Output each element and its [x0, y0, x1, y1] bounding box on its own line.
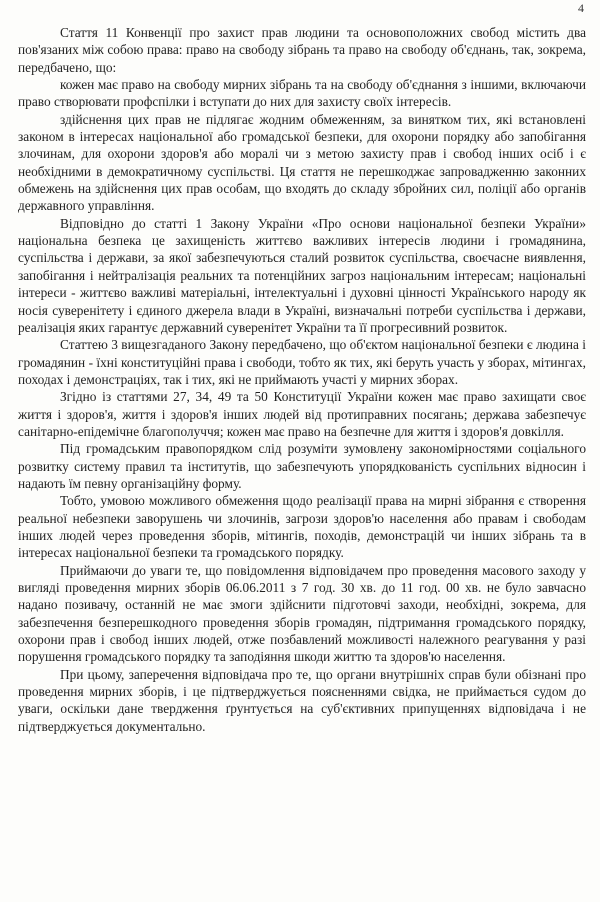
paragraph-restrictions: здійснення цих прав не підлягає жодним обмеженням, за винятком тих, які встановлені законом в інтересах національної або громадської безпеки, для охорони порядку або запобігання злочинам, для охорони здоров'я або моралі чи з метою захисту прав і свобод інших осіб і є необхідними в демократичному суспільстві. Ця стаття не перешкоджає запровадженню законних обмежень на здійснення цих прав особам, що входять до складу збройних сил, поліції або органів державного управління.	[18, 111, 586, 214]
paragraph-objection: При цьому, заперечення відповідача про те, що органи внутрішніх справ були обізнані про проведення мирних зборів, і це підтверджується поясненнями свідка, не приймається судом до уваги, оскільки дане твердження ґрунтується на суб'єктивних припущеннях відповідача і не підтверджується документально.	[18, 666, 586, 734]
paragraph-national-security-definition: Відповідно до статті 1 Закону України «Про основи національної безпеки України» національна безпека це захищеність життєво важливих інтересів людини і громадянина, суспільства і держави, за якої забезпечуються сталий розвиток суспільства, своєчасне виявлення, запобігання і нейтралізація реальних та потенційних загроз національним інтересам; національні інтереси - життєво важливі матеріальні, інтелектуальні і духовні цінності Українського народу як носія суверенітету і єдиного джерела влади в Україні, визначальні потреби суспільства і держави, реалізація яких гарантує державний суверенітет України та її прогресивний розвиток.	[18, 215, 586, 335]
paragraph-article-11: Стаття 11 Конвенції про захист прав людини та основоположних свобод містить два пов'язаних між собою права: право на свободу зібрань та право на свободу об'єднань, так, зокрема, передбачено, що:	[18, 25, 586, 75]
paragraph-constitution-articles: Згідно із статтями 27, 34, 49 та 50 Конституції України кожен має право захищати своє життя і здоров'я, життя і здоров'я інших людей від протиправних посягань; держава забезпечує санітарно-епідемічне благополуччя; кожен має право на безпечне для життя і здоров'я довкілля.	[18, 389, 586, 439]
document-body	[18, 24, 586, 735]
paragraph-restriction-condition: Тобто, умовою можливого обмеження щодо реалізації права на мирні зібрання є створення реальної небезпеки заворушень чи злочинів, загрози здоров'ю населення або правам і свободам інших людей через проведення зборів, мітингів, походів, демонстрацій чи інших зібрань та в інтересах національної безпеки та громадського порядку.	[18, 493, 586, 561]
paragraph-public-order: Під громадським правопорядком слід розуміти зумовлену закономірностями соціального розвитку систему правил та інститутів, що забезпечують упорядкованість суспільних відносин і надають їм певну організаційну форму.	[18, 441, 586, 491]
paragraph-notification: Приймаючи до уваги те, що повідомлення відповідачем про проведення масового заходу у вигляді проведення мирних зборів 06.06.2011 з 7 год. 30 хв. до 11 год. 00 хв. не було завчасно надано позивачу, останній не має змоги здійснити підготовчі заходи, необхідні, зокрема, для забезпечення безперешкодного проведення зборів громадян, підтримання громадського порядку, охорони прав і свобод інших людей, отже позбавлений можливості належного реагування у разі порушення громадського порядку та заподіяння шкоди життю та здоров'ю населення.	[18, 562, 586, 665]
page-number: 4	[578, 1, 584, 15]
paragraph-right-to-assembly: кожен має право на свободу мирних зібрань та на свободу об'єднання з іншими, включаючи право створювати профспілки і вступати до них для захисту своїх інтересів.	[18, 77, 586, 110]
paragraph-article-3: Статтею 3 вищезгаданого Закону передбачено, що об'єктом національної безпеки є людина і громадянин - їхні конституційні права і свободи, тобто як тих, які беруть участь у зборах, мітингах, походах і демонстраціях, так і тих, які не приймають участі у мирних зборах.	[18, 337, 586, 387]
